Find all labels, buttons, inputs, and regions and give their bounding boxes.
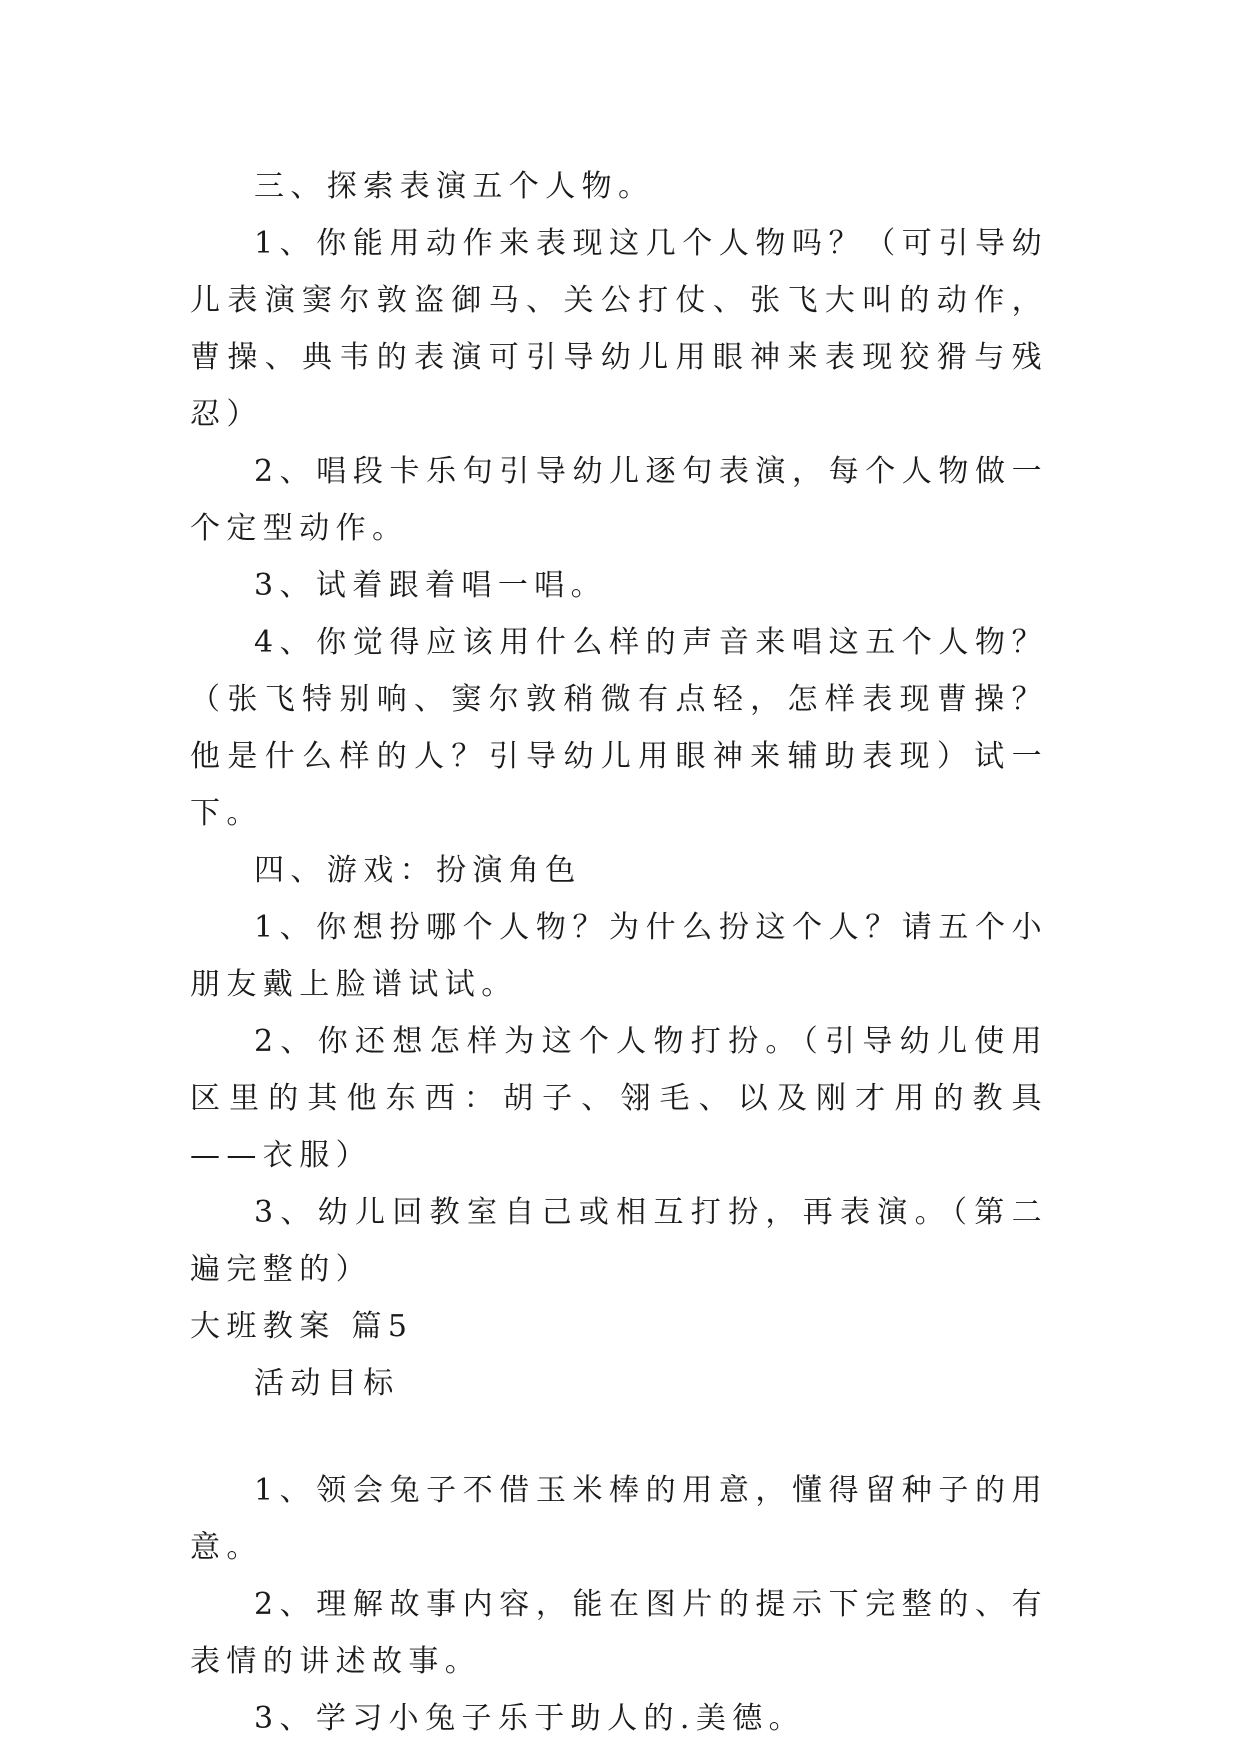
document-body bbox=[190, 158, 1048, 1747]
goal-item: 2、理解故事内容，能在图片的提示下完整的、有表情的讲述故事。 bbox=[190, 1587, 1048, 1679]
paragraph: 2、你还想怎样为这个人物打扮。（引导幼儿使用区里的其他东西：胡子、翎毛、以及刚才用的教具——衣服） bbox=[190, 1024, 1048, 1173]
goal-item: 1、领会兔子不借玉米棒的用意，懂得留种子的用意。 bbox=[190, 1473, 1048, 1565]
paragraph: 3、试着跟着唱一唱。 bbox=[254, 568, 608, 603]
paragraph: 三、探索表演五个人物。 bbox=[254, 169, 655, 204]
paragraph: 4、你觉得应该用什么样的声音来唱这五个人物？（张飞特别响、窦尔敦稍微有点轻，怎样表现曹操？他是什么样的人？引导幼儿用眼神来辅助表现）试一下。 bbox=[190, 625, 1048, 831]
paragraph: 1、你想扮哪个人物？为什么扮这个人？请五个小朋友戴上脸谱试试。 bbox=[190, 910, 1048, 1002]
paragraph: 四、游戏：扮演角色 bbox=[254, 853, 582, 888]
paragraph: 1、你能用动作来表现这几个人物吗？（可引导幼儿表演窦尔敦盗御马、关公打仗、张飞大叫的动作，曹操、典韦的表演可引导幼儿用眼神来表现狡猾与残忍） bbox=[190, 226, 1048, 432]
goal-item: 3、学习小兔子乐于助人的.美德。 bbox=[254, 1701, 806, 1736]
paragraph: 2、唱段卡乐句引导幼儿逐句表演，每个人物做一个定型动作。 bbox=[190, 454, 1048, 546]
subheading: 活动目标 bbox=[254, 1366, 400, 1401]
paragraph: 3、幼儿回教室自己或相互打扮，再表演。（第二遍完整的） bbox=[190, 1195, 1048, 1287]
section-heading: 大班教案 篇5 bbox=[190, 1309, 414, 1344]
